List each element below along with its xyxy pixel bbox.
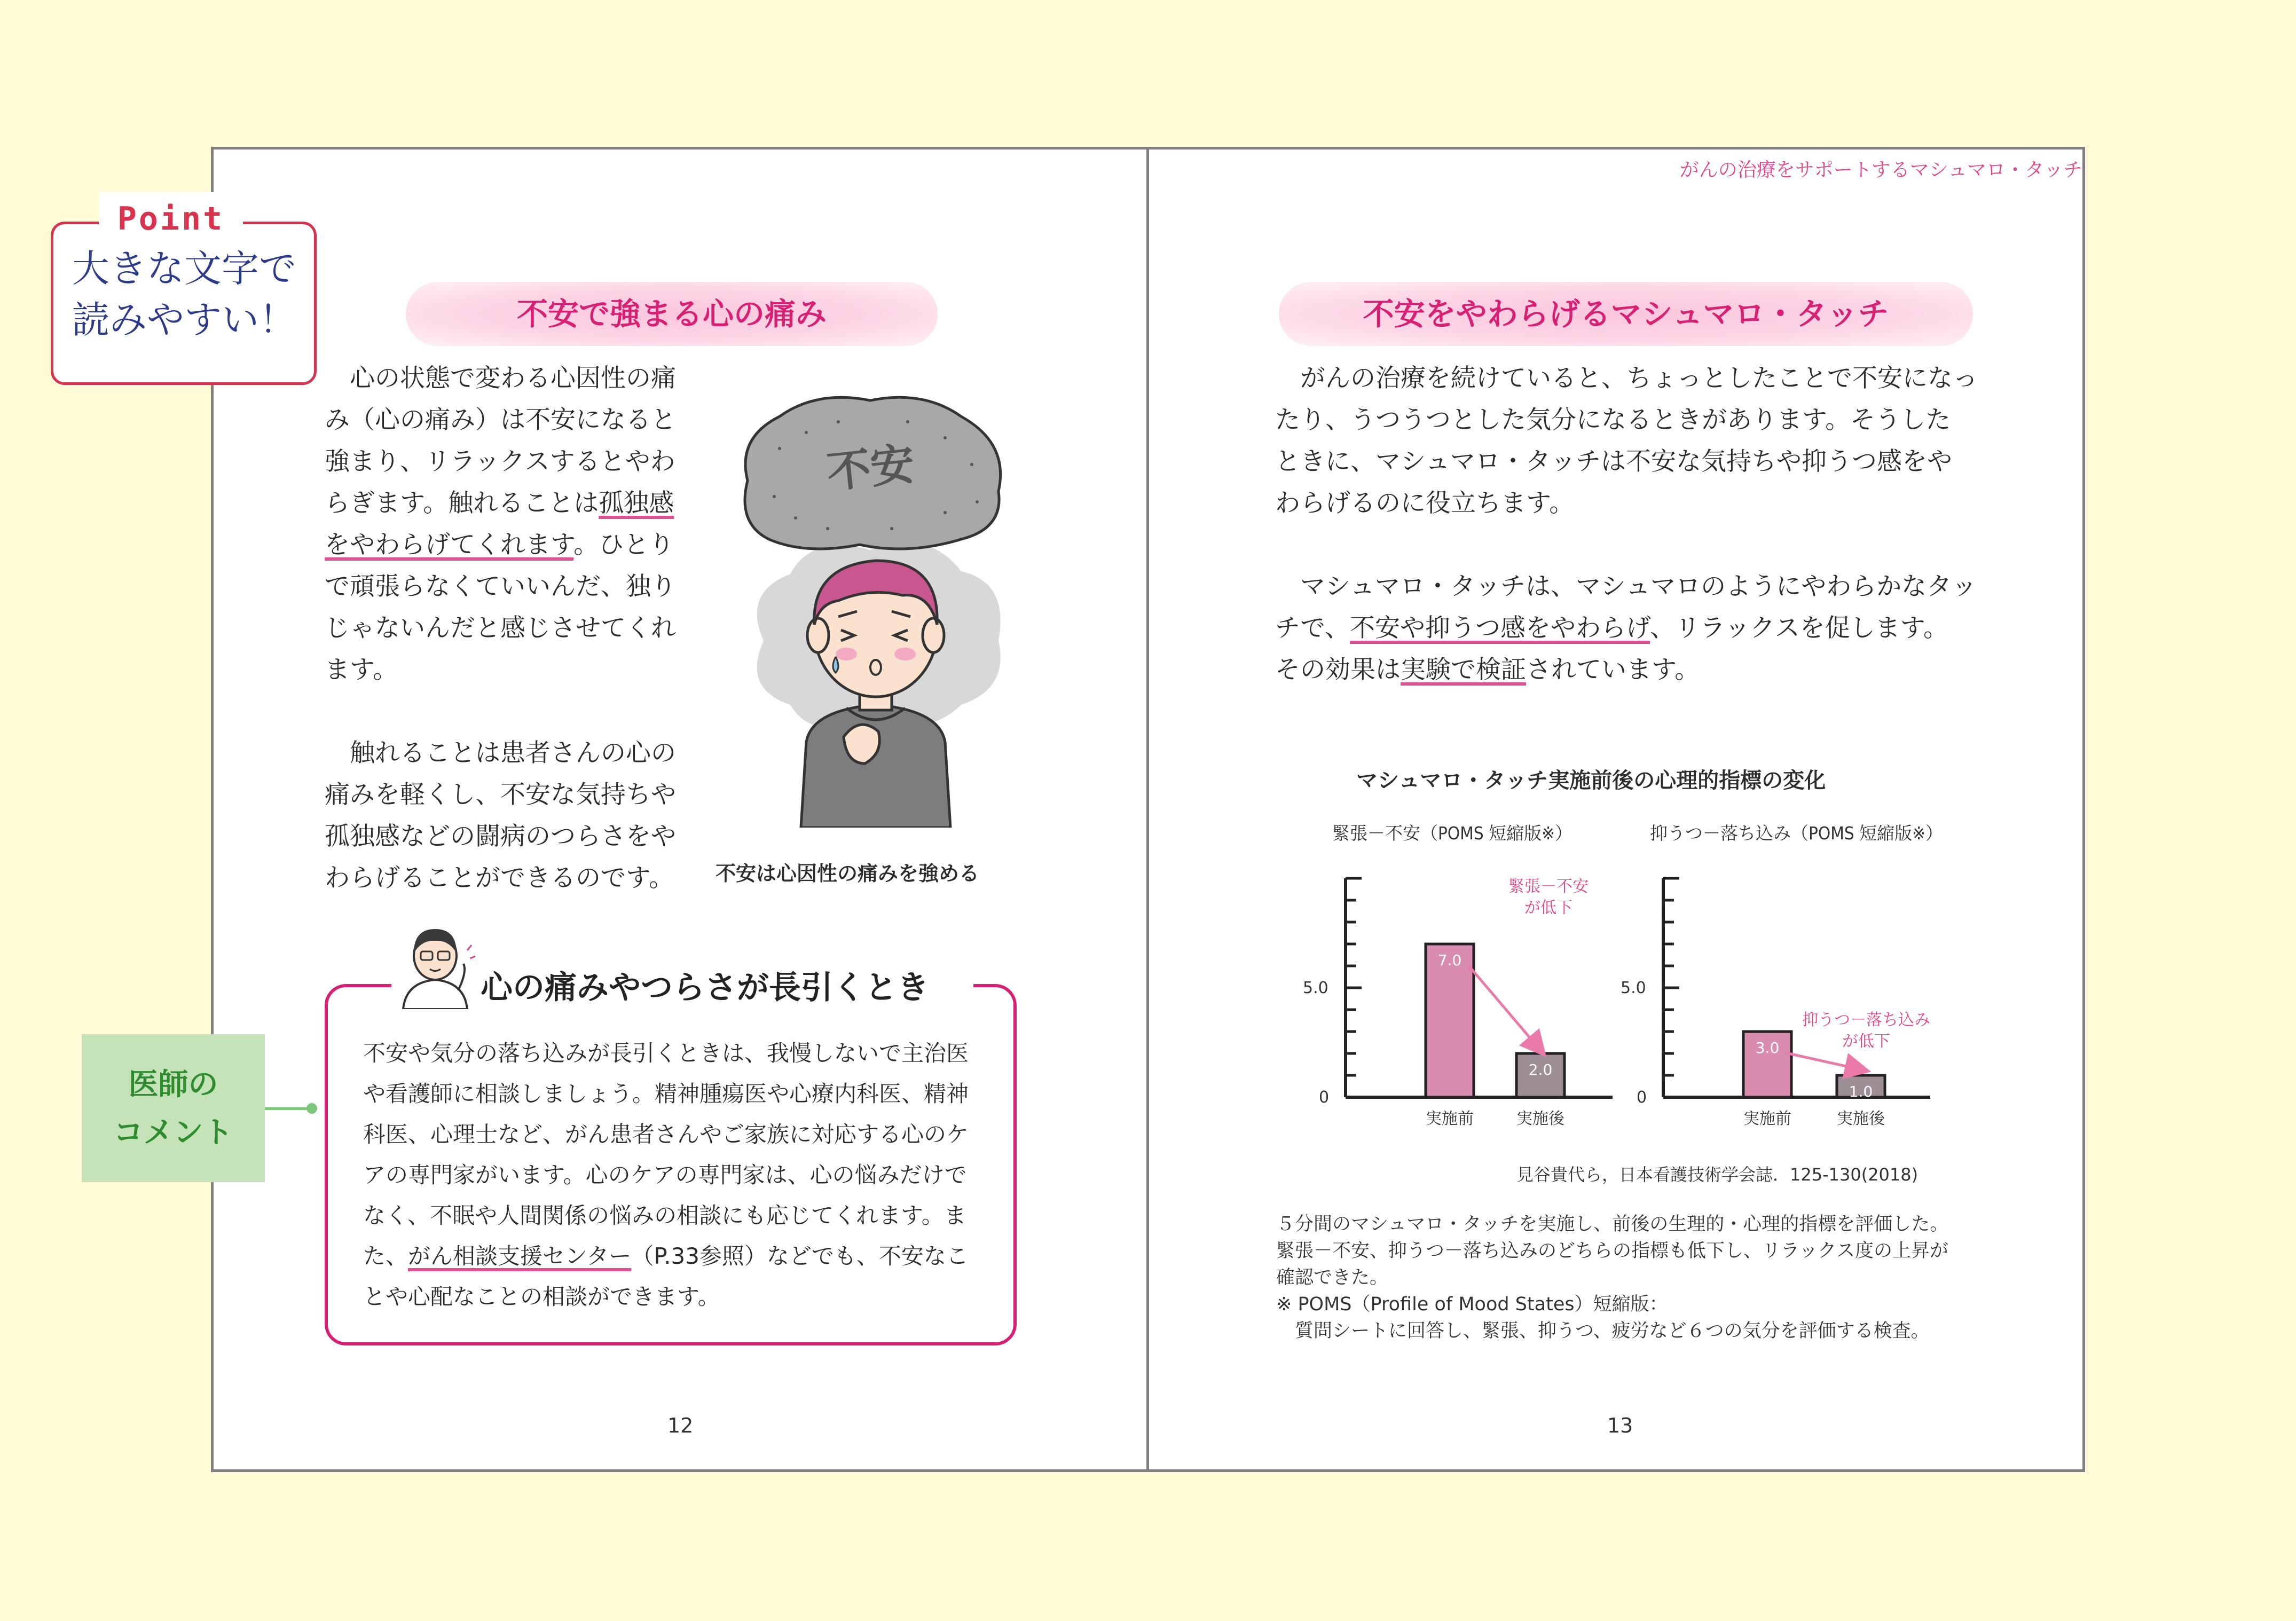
- left-heading: 不安で強まる心の痛み: [406, 282, 938, 346]
- text-line: [1275, 608, 1985, 649]
- text-line: わらげるのに役立ちます。: [1275, 489, 1575, 518]
- cheek-left: [836, 648, 857, 660]
- text-line: アの専門家がいます。心のケアの専門家は、心の悩みだけで: [363, 1162, 967, 1188]
- highlight-mark: をやわらげてくれます: [325, 530, 574, 560]
- annotation-label: が低下: [1524, 899, 1572, 917]
- anxiety-illustration: [732, 390, 1020, 828]
- chart-title: マシュマロ・タッチ実施前後の心理的指標の変化: [1356, 768, 1826, 793]
- point-text-line1: 大きな文字で: [72, 247, 296, 290]
- doctor-tag-line1: 医師の: [128, 1067, 218, 1102]
- page-number-left: 12: [667, 1414, 694, 1437]
- text-line: 不安や気分の落ち込みが長引くときは、我慢しないで主治医: [363, 1040, 969, 1066]
- text-line: じゃないんだと感じさせてくれ: [325, 613, 676, 643]
- highlight-mark: 実験で検証: [1401, 655, 1526, 684]
- annotation-label: が低下: [1842, 1032, 1890, 1051]
- note-line: ５分間のマシュマロ・タッチを実施し、前後の生理的・心理的指標を評価した。: [1276, 1214, 1949, 1235]
- page-number-right: 13: [1607, 1414, 1633, 1437]
- text-line: 心の状態で変わる心因性の痛: [350, 364, 676, 393]
- bar-value-label: 1.0: [1849, 1083, 1873, 1100]
- category-label: 実施前: [1743, 1109, 1791, 1128]
- coat: [403, 980, 467, 1009]
- text-line: 痛みを軽くし、不安な気持ちや: [325, 780, 676, 809]
- text-line: [325, 524, 709, 566]
- text-line: マシュマロ・タッチは、マシュマロのようにやわらかなタッ: [1300, 572, 1977, 601]
- text-line: なく、不眠や人間関係の悩みの相談にも応じてくれます。ま: [363, 1202, 966, 1229]
- doctor-tag-line2: コメント: [113, 1115, 233, 1150]
- text-line: 科医、心理士など、がん患者さんやご家族に対応する心のケ: [363, 1121, 969, 1147]
- rock-label: 不安: [824, 438, 917, 499]
- doctor-avatar: [395, 918, 475, 1009]
- text-line: とや心配なことの相談ができます。: [363, 1284, 720, 1310]
- text-segment: 。ひとり: [573, 530, 674, 560]
- y-tick-label: 0: [1319, 1088, 1330, 1107]
- point-text-line2: 読みやすい！: [72, 298, 296, 342]
- text-line: ときに、マシュマロ・タッチは不安な気持ちや抑うつ感をや: [1275, 447, 1953, 476]
- point-text: [64, 243, 304, 345]
- chart-notes: [1276, 1211, 2024, 1344]
- annotation-label: 緊張－不安: [1508, 877, 1589, 896]
- y-tick-label: 0: [1637, 1088, 1647, 1107]
- bar-value-label: 3.0: [1755, 1039, 1780, 1057]
- y-tick-label: 5.0: [1303, 979, 1328, 997]
- text-line: や看護師に相談しましょう。精神腫瘍医や心療内科医、精神: [363, 1081, 969, 1107]
- right-para2: [1275, 566, 1985, 691]
- highlight-mark: 不安や抑うつ感をやわらげ: [1350, 613, 1650, 643]
- left-para2: [325, 733, 709, 899]
- chart2-title: 抑うつ－落ち込み（POMS 短縮版※）: [1650, 823, 1944, 844]
- sweat-drop: [833, 657, 838, 673]
- text-line: [1275, 649, 1985, 691]
- charts-svg: [1281, 854, 1949, 1143]
- connector-dot: [306, 1103, 317, 1114]
- chart-tension-anxiety: [1303, 877, 1613, 1128]
- text-segment: その効果は: [1275, 655, 1401, 684]
- text-line: 強まり、リラックスするとやわ: [325, 447, 675, 476]
- chart-depression: [1621, 878, 1930, 1128]
- doctor-comment-tag: [82, 1034, 265, 1182]
- bar-value-label: 2.0: [1528, 1061, 1553, 1079]
- text-segment: チで、: [1275, 613, 1350, 643]
- note-line: 確認できた。: [1276, 1267, 1389, 1288]
- highlight-mark: 孤独感: [599, 489, 674, 518]
- comment-title: 心の痛みやつらさが長引くとき: [481, 969, 929, 1006]
- note-line: 緊張－不安、抑うつ－落ち込みのどちらの指標も低下し、リラックス度の上昇が: [1276, 1240, 1948, 1262]
- chart1-title: 緊張－不安（POMS 短縮版※）: [1332, 823, 1573, 844]
- text-line: がんの治療を続けていると、ちょっとしたことで不安になっ: [1300, 364, 1978, 393]
- note-line: 質問シートに回答し、緊張、抑うつ、疲労など６つの気分を評価する検査。: [1276, 1320, 1930, 1342]
- text-line: で頑張らなくていいんだ、独り: [325, 572, 676, 601]
- text-segment: （P.33参照）などでも、不安なこ: [631, 1243, 969, 1269]
- text-segment: 、リラックスを促します。: [1650, 613, 1949, 643]
- spine-divider: [1146, 147, 1149, 1472]
- text-segment: た、: [363, 1243, 408, 1269]
- running-head: がんの治療をサポートするマシュマロ・タッチ: [1679, 159, 2082, 181]
- decrease-arrow: [1468, 965, 1538, 1047]
- text-segment: されています。: [1526, 655, 1700, 684]
- text-line: 孤独感などの闘病のつらさをや: [325, 822, 676, 851]
- y-tick-label: 5.0: [1621, 979, 1646, 997]
- annotation-label: 抑うつ－落ち込み: [1802, 1011, 1930, 1029]
- connector-line: [265, 1107, 313, 1110]
- cheek-right: [894, 648, 916, 660]
- text-line: ます。: [325, 655, 398, 684]
- text-line: み（心の痛み）は不安になると: [325, 405, 676, 435]
- ear-left: [807, 618, 829, 652]
- bar-value-label: 7.0: [1437, 951, 1462, 969]
- category-label: 実施後: [1837, 1109, 1885, 1128]
- left-para1: [325, 358, 709, 691]
- citation: 見谷貴代ら，日本看護技術学会誌．125-130(2018): [1516, 1164, 1918, 1185]
- right-heading: 不安をやわらげるマシュマロ・タッチ: [1279, 282, 1973, 346]
- note-line: ※ POMS（Profile of Mood States）短縮版：: [1276, 1294, 1668, 1315]
- right-para1: [1275, 358, 1985, 524]
- ear-right: [923, 618, 944, 652]
- category-label: 実施前: [1426, 1109, 1474, 1128]
- highlight-mark: がん相談支援センター: [408, 1243, 632, 1269]
- decrease-arrow: [1786, 1053, 1858, 1069]
- illustration-caption: 不安は心因性の痛みを強める: [715, 862, 980, 885]
- text-line: [363, 1236, 988, 1277]
- text-line: 触れることは患者さんの心の: [350, 738, 676, 768]
- point-tag: Point: [99, 192, 243, 246]
- body: [801, 705, 950, 828]
- comment-body: [363, 1033, 988, 1317]
- text-line: [325, 483, 709, 524]
- text-line: わらげることができるのです。: [325, 863, 674, 893]
- category-label: 実施後: [1516, 1109, 1564, 1128]
- text-line: たり、うつうつとした気分になるときがあります。そうした: [1275, 405, 1951, 435]
- text-segment: らぎます。触れることは: [325, 489, 599, 518]
